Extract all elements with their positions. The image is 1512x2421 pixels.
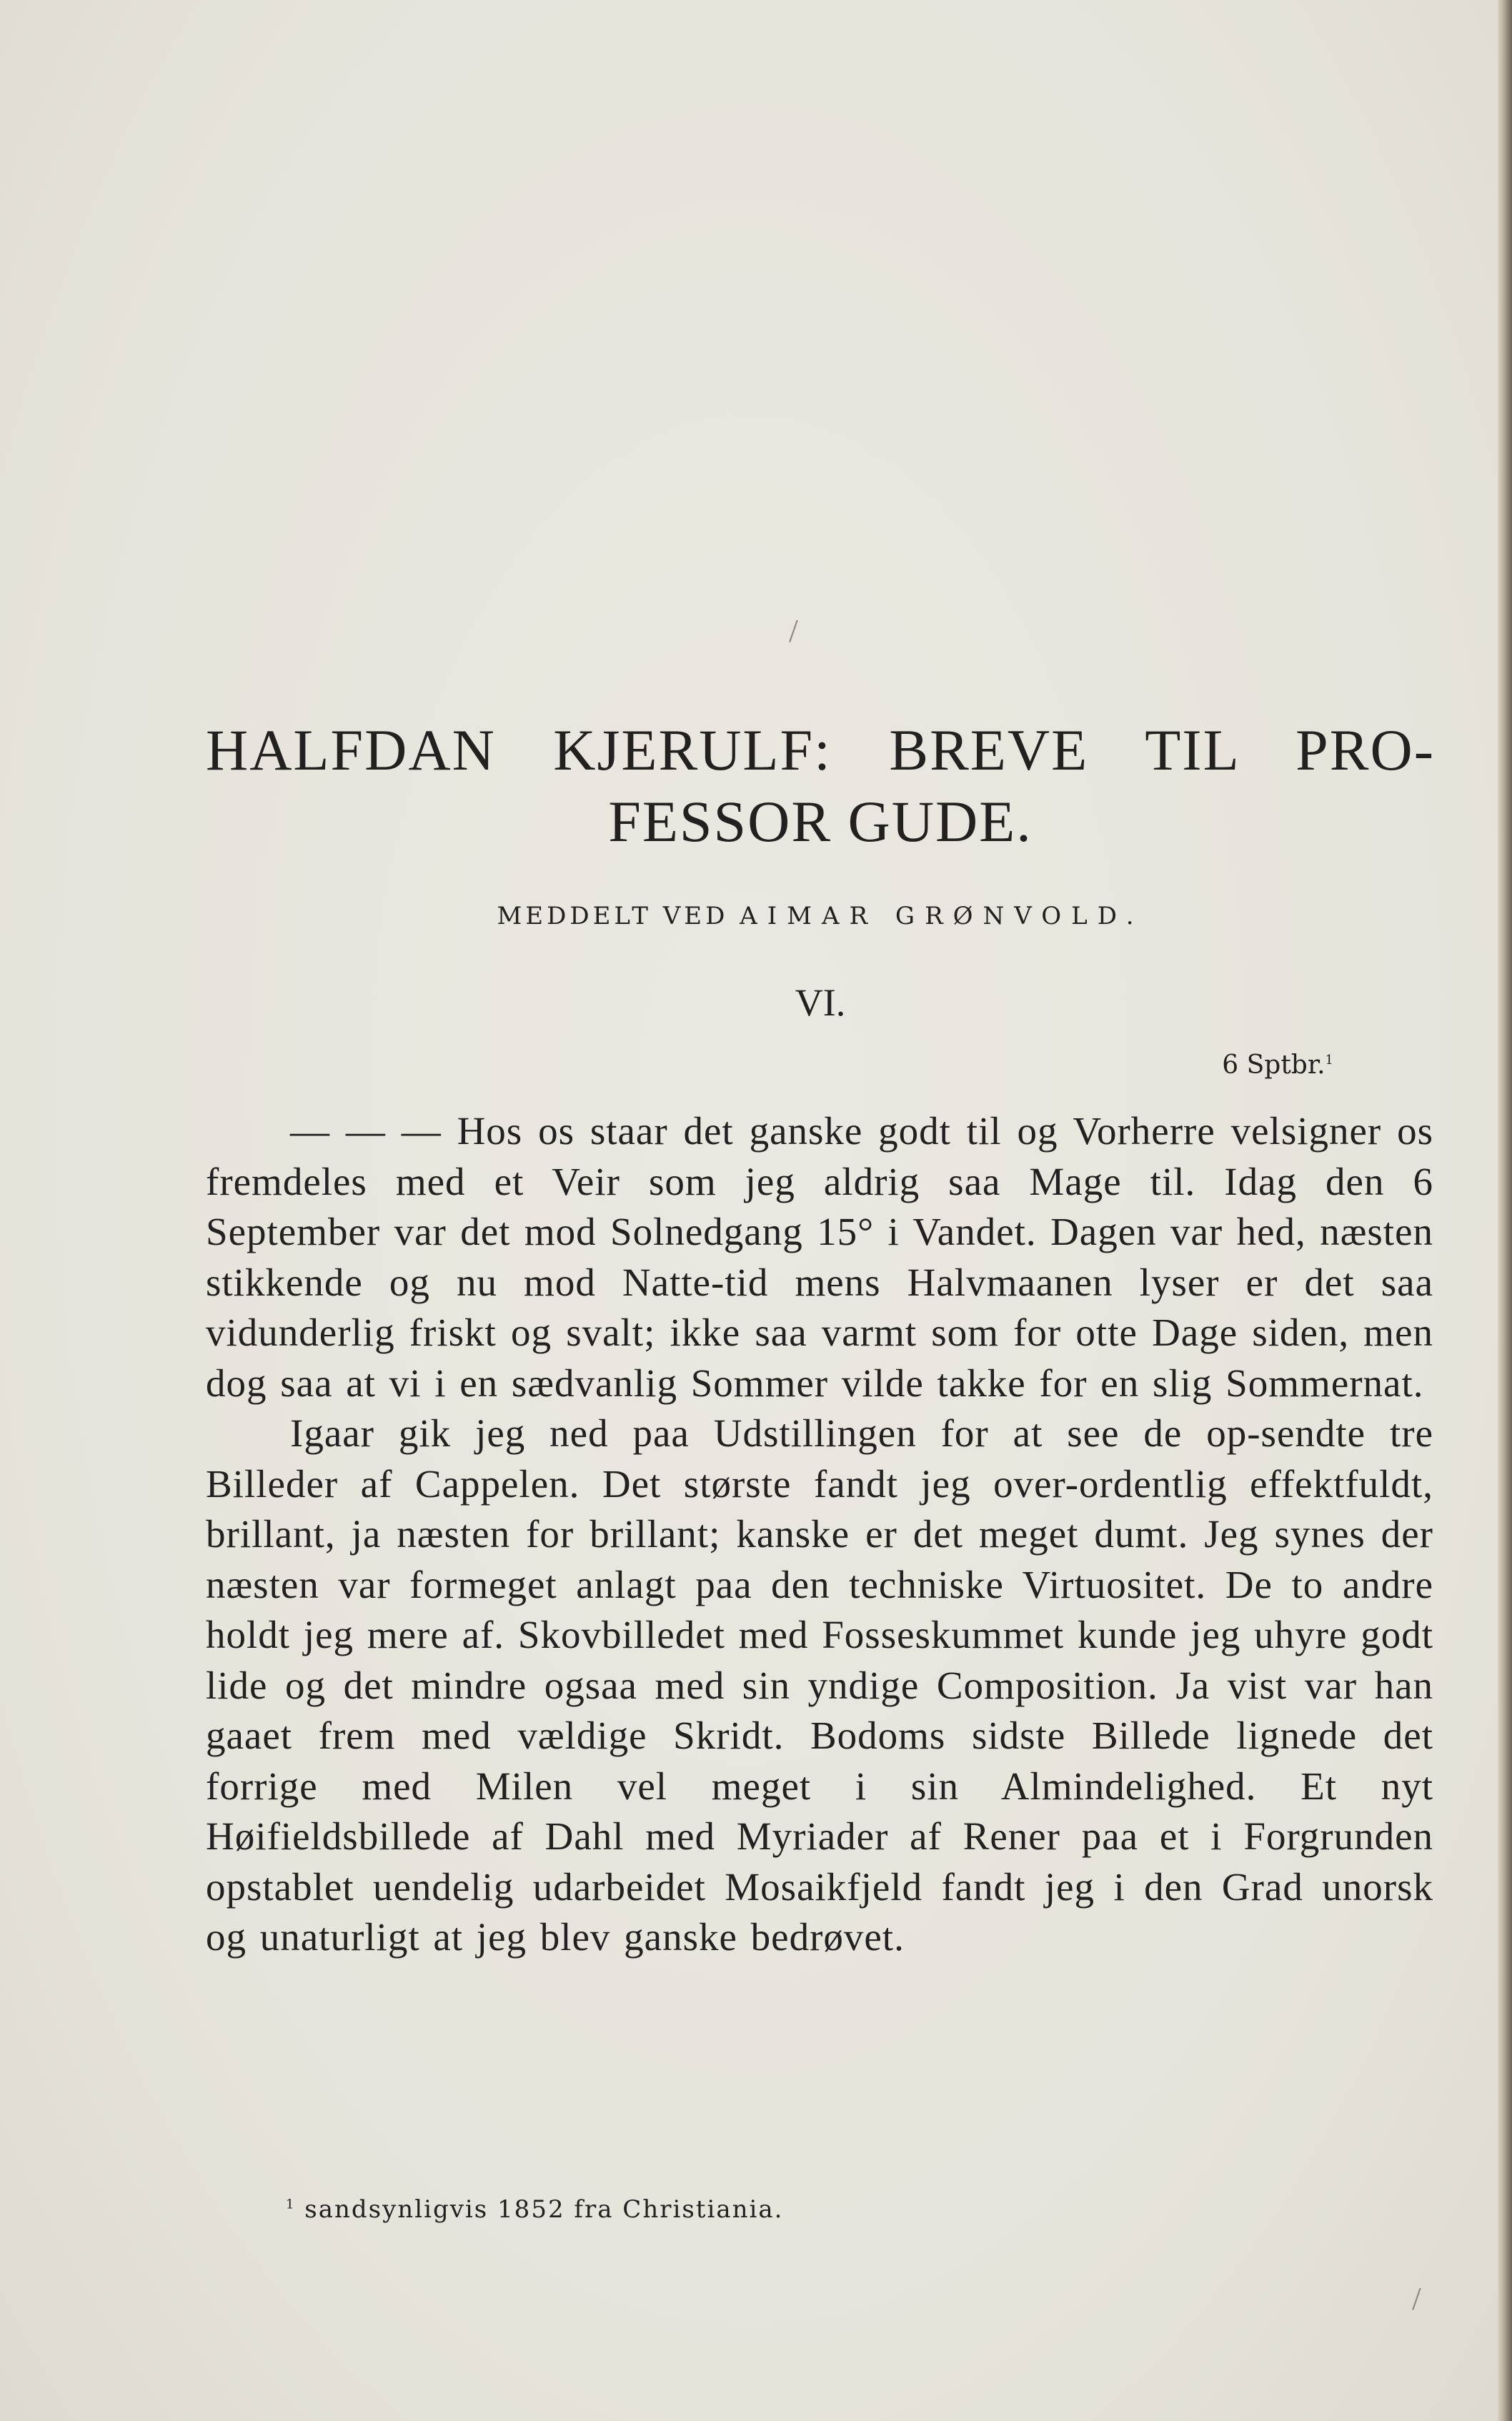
byline-author: AIMAR GRØNVOLD.: [740, 902, 1144, 930]
article-title: [206, 715, 1435, 857]
byline: [206, 902, 1435, 930]
paragraph-1: — — — Hos os staar det ganske godt til og Vorherre velsigner os fremdeles med et Veir som jeg aldrig saa Mage til. Idag den 6 September var det mod Solnedgang 15° i Vandet. Dagen var hed, næsten stikkende og nu mod Natte-tid mens Halvmaanen lyser er det saa vidunderlig friskt og svalt; ikke saa varmt som for otte Dage siden, men dog saa at vi i en sædvanlig Sommer vilde takke for en slig Sommernat.: [206, 1109, 1433, 1405]
pencil-mark-top: /: [789, 612, 798, 649]
title-line-2: FESSOR GUDE.: [608, 789, 1033, 854]
letter-body: [206, 1106, 1433, 1963]
footnote-text: sandsynligvis 1852 fra Christiania.: [304, 2195, 784, 2224]
title-line-1: HALFDAN KJERULF: BREVE TIL PRO-: [206, 717, 1435, 782]
letter-date-text: 6 Sptbr.: [1222, 1050, 1326, 1080]
date-footnote-ref: 1: [1325, 1053, 1333, 1068]
footnote-marker: 1: [286, 2197, 296, 2212]
pencil-mark-bottom: /: [1412, 2280, 1421, 2317]
letter-date: [1222, 1050, 1333, 1080]
page-edge-shadow: [1498, 0, 1512, 2421]
footnote: [286, 2195, 783, 2224]
section-numeral: VI.: [795, 981, 846, 1024]
byline-prefix: MEDDELT VED: [497, 902, 729, 930]
paragraph-2: Igaar gik jeg ned paa Udstillingen for at see de op-sendte tre Billeder af Cappelen. Det største fandt jeg over-ordentlig effektfuldt, brillant, ja næsten for brillant; kanske er det meget dumt. Jeg synes der næsten var formeget anlagt paa den techniske Virtuositet. De to andre holdt jeg mere af. Skovbilledet med Fosseskummet kunde jeg uhyre godt lide og det mindre ogsaa med sin yndige Composition. Ja vist var han gaaet frem med vældige Skridt. Bodoms sidste Billede lignede det forrige med Milen vel meget i sin Almindelighed. Et nyt Høifieldsbillede af Dahl med Myriader af Rener paa et i Forgrunden opstablet uendelig udarbeidet Mosaikfjeld fandt jeg i den Grad unorsk og unaturligt at jeg blev ganske bedrøvet.: [206, 1411, 1433, 1959]
